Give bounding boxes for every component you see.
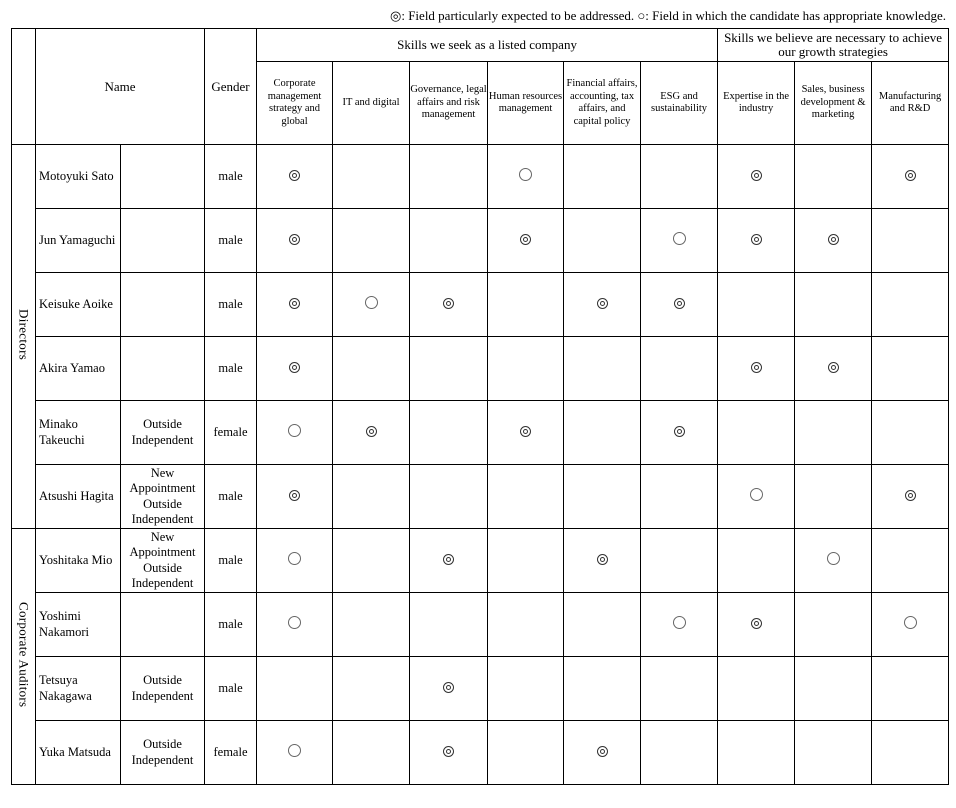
skill-cell	[488, 529, 564, 593]
skill-cell	[718, 209, 795, 273]
skill-cell	[795, 529, 872, 593]
skill-cell	[872, 209, 949, 273]
skill-cell	[333, 401, 410, 465]
skill-cell	[641, 401, 718, 465]
group-label: Corporate Auditors	[16, 601, 32, 708]
candidate-name: Tetsuya Nakagawa	[36, 657, 121, 721]
candidate-gender: female	[205, 401, 257, 465]
skill-cell	[333, 337, 410, 401]
candidate-gender: male	[205, 273, 257, 337]
circle-icon	[288, 552, 301, 565]
skill-cell	[488, 593, 564, 657]
skill-cell	[795, 209, 872, 273]
candidate-status: Outside Independent	[121, 401, 205, 465]
candidate-gender: male	[205, 209, 257, 273]
skill-cell	[410, 657, 488, 721]
skill-cell	[872, 721, 949, 785]
candidate-gender: male	[205, 657, 257, 721]
skill-cell	[257, 273, 333, 337]
skill-cell	[257, 529, 333, 593]
skill-cell	[564, 401, 641, 465]
table-row	[12, 529, 949, 593]
table-row	[12, 273, 949, 337]
skill-cell	[872, 273, 949, 337]
skill-cell	[564, 721, 641, 785]
skill-cell	[718, 721, 795, 785]
candidate-status	[121, 209, 205, 273]
double-circle-icon	[443, 298, 454, 309]
skill-cell	[257, 721, 333, 785]
double-circle-icon	[289, 362, 300, 373]
double-circle-icon	[674, 426, 685, 437]
skill-cell	[564, 145, 641, 209]
table-row	[12, 209, 949, 273]
candidate-name: Akira Yamao	[36, 337, 121, 401]
column-header-manufacturing-rnd: Manufacturing and R&D	[872, 62, 949, 145]
double-circle-icon	[674, 298, 685, 309]
skill-cell	[795, 657, 872, 721]
skill-cell	[257, 593, 333, 657]
skill-cell	[641, 209, 718, 273]
table-row	[12, 145, 949, 209]
double-circle-icon	[289, 298, 300, 309]
candidate-status: New Appointment Outside Independent	[121, 465, 205, 529]
skill-cell	[488, 465, 564, 529]
skill-cell	[718, 657, 795, 721]
double-circle-icon	[751, 362, 762, 373]
skill-cell	[718, 273, 795, 337]
circle-icon	[827, 552, 840, 565]
skill-cell	[333, 209, 410, 273]
skill-cell	[410, 209, 488, 273]
double-circle-icon	[905, 490, 916, 501]
candidate-name: Yoshimi Nakamori	[36, 593, 121, 657]
double-circle-icon	[520, 234, 531, 245]
double-circle-icon	[443, 746, 454, 757]
skill-cell	[488, 721, 564, 785]
skill-cell	[488, 401, 564, 465]
candidate-status	[121, 145, 205, 209]
skill-cell	[641, 657, 718, 721]
skill-cell	[718, 529, 795, 593]
table-row	[12, 721, 949, 785]
double-circle-icon	[597, 746, 608, 757]
skill-cell	[641, 145, 718, 209]
skill-cell	[641, 721, 718, 785]
double-circle-icon	[828, 362, 839, 373]
skill-cell	[333, 657, 410, 721]
column-header-financial-affairs: Financial affairs, accounting, tax affairs, and capital policy	[564, 62, 641, 145]
double-circle-icon	[289, 170, 300, 181]
skill-cell	[872, 657, 949, 721]
skill-cell	[410, 465, 488, 529]
skill-cell	[564, 529, 641, 593]
double-circle-icon	[597, 554, 608, 565]
skill-cell	[872, 593, 949, 657]
double-circle-icon	[366, 426, 377, 437]
skill-cell	[564, 209, 641, 273]
double-circle-icon	[289, 490, 300, 501]
skill-cell	[795, 401, 872, 465]
skills-matrix-table	[11, 28, 949, 785]
candidate-name: Jun Yamaguchi	[36, 209, 121, 273]
double-circle-icon	[751, 170, 762, 181]
column-header-corporate-management: Corporate management strategy and global	[257, 62, 333, 145]
skill-cell	[795, 337, 872, 401]
skill-cell	[410, 529, 488, 593]
column-header-human-resources: Human resources management	[488, 62, 564, 145]
group-label-cell	[12, 145, 36, 529]
skill-cell	[641, 593, 718, 657]
candidate-gender: male	[205, 593, 257, 657]
circle-icon	[288, 424, 301, 437]
candidate-name: Motoyuki Sato	[36, 145, 121, 209]
skill-cell	[795, 145, 872, 209]
skill-cell	[795, 273, 872, 337]
double-circle-icon	[597, 298, 608, 309]
skill-cell	[641, 529, 718, 593]
candidate-status: Outside Independent	[121, 657, 205, 721]
candidate-status	[121, 273, 205, 337]
skill-cell	[488, 337, 564, 401]
double-circle-icon	[905, 170, 916, 181]
skill-cell	[872, 145, 949, 209]
skill-cell	[410, 401, 488, 465]
gender-header: Gender	[205, 29, 257, 145]
double-circle-icon	[289, 234, 300, 245]
skill-cell	[641, 337, 718, 401]
candidate-name: Yoshitaka Mio	[36, 529, 121, 593]
skill-cell	[641, 273, 718, 337]
skill-cell	[257, 465, 333, 529]
skill-cell	[410, 593, 488, 657]
candidate-name: Atsushi Hagita	[36, 465, 121, 529]
skill-cell	[795, 593, 872, 657]
circle-icon	[750, 488, 763, 501]
skill-cell	[410, 337, 488, 401]
candidate-status	[121, 593, 205, 657]
skill-cell	[795, 465, 872, 529]
candidate-name: Yuka Matsuda	[36, 721, 121, 785]
candidate-gender: male	[205, 337, 257, 401]
skill-cell	[564, 593, 641, 657]
candidate-gender: male	[205, 529, 257, 593]
double-circle-icon	[751, 618, 762, 629]
name-header: Name	[36, 29, 205, 145]
group-header-blank	[12, 29, 36, 145]
column-header-industry-expertise: Expertise in the industry	[718, 62, 795, 145]
skill-cell	[333, 593, 410, 657]
skill-cell	[257, 337, 333, 401]
skill-cell	[872, 529, 949, 593]
skill-cell	[333, 145, 410, 209]
skill-cell	[564, 273, 641, 337]
column-header-governance: Governance, legal affairs and risk management	[410, 62, 488, 145]
double-circle-icon	[443, 682, 454, 693]
table-row	[12, 465, 949, 529]
skill-cell	[410, 145, 488, 209]
column-header-esg: ESG and sustainability	[641, 62, 718, 145]
column-header-sales-marketing: Sales, business development & marketing	[795, 62, 872, 145]
skill-cell	[257, 209, 333, 273]
group-label: Directors	[16, 308, 32, 361]
candidate-status: New Appointment Outside Independent	[121, 529, 205, 593]
skill-cell	[718, 337, 795, 401]
skill-cell	[488, 657, 564, 721]
matrix-body	[12, 145, 949, 785]
skill-cell	[564, 465, 641, 529]
table-row	[12, 593, 949, 657]
legend-note: ◎: Field particularly expected to be addressed. ○: Field in which the candidate has appropriate knowledge.	[390, 8, 946, 23]
candidate-name: Keisuke Aoike	[36, 273, 121, 337]
skill-cell	[333, 721, 410, 785]
skill-cell	[257, 401, 333, 465]
skill-cell	[564, 337, 641, 401]
candidate-status	[121, 337, 205, 401]
table-row	[12, 657, 949, 721]
skill-cell	[795, 721, 872, 785]
candidate-name: Minako Takeuchi	[36, 401, 121, 465]
candidate-gender: female	[205, 721, 257, 785]
listed-company-skills-header: Skills we seek as a listed company	[257, 29, 718, 62]
skill-cell	[718, 145, 795, 209]
skill-cell	[872, 337, 949, 401]
circle-icon	[673, 232, 686, 245]
double-circle-icon	[828, 234, 839, 245]
candidate-status: Outside Independent	[121, 721, 205, 785]
circle-icon	[365, 296, 378, 309]
candidate-gender: male	[205, 145, 257, 209]
skill-cell	[333, 529, 410, 593]
circle-icon	[288, 616, 301, 629]
circle-icon	[673, 616, 686, 629]
skill-cell	[641, 465, 718, 529]
skill-cell	[257, 657, 333, 721]
skill-cell	[410, 721, 488, 785]
candidate-gender: male	[205, 465, 257, 529]
skill-cell	[488, 209, 564, 273]
skill-cell	[488, 145, 564, 209]
skill-cell	[333, 273, 410, 337]
double-circle-icon	[443, 554, 454, 565]
double-circle-icon	[520, 426, 531, 437]
skill-cell	[718, 401, 795, 465]
growth-strategy-skills-header: Skills we believe are necessary to achieve our growth strategies	[718, 29, 949, 62]
skill-cell	[257, 145, 333, 209]
table-row	[12, 337, 949, 401]
skill-cell	[718, 593, 795, 657]
skill-cell	[718, 465, 795, 529]
circle-icon	[288, 744, 301, 757]
column-header-it-digital: IT and digital	[333, 62, 410, 145]
skill-cell	[872, 465, 949, 529]
skill-cell	[488, 273, 564, 337]
group-label-cell	[12, 529, 36, 785]
table-row	[12, 401, 949, 465]
skill-cell	[410, 273, 488, 337]
double-circle-icon	[751, 234, 762, 245]
circle-icon	[904, 616, 917, 629]
skill-cell	[564, 657, 641, 721]
skill-cell	[333, 465, 410, 529]
skill-cell	[872, 401, 949, 465]
circle-icon	[519, 168, 532, 181]
